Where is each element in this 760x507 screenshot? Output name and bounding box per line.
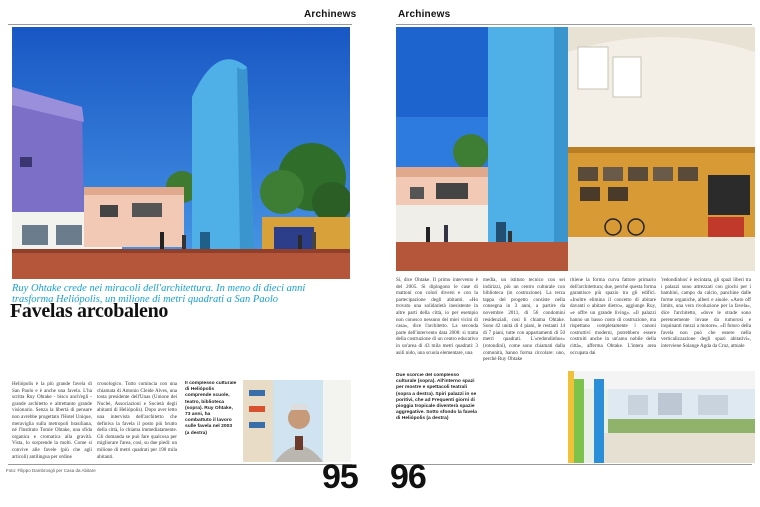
- article-kicker: Ruy Ohtake crede nei miracoli dell'architettura. In meno di dieci anni trasforma Heliópolis, un milione di metri quadrati a San Paolo: [12, 283, 306, 305]
- portrait-photo-architect: [243, 380, 351, 462]
- section-brand: Archinews: [398, 9, 451, 20]
- body-column-3: ritiene la forma curva fattore primario dell'architettura; due, perché questa forma garantisce più spazio tra gli edifici. «Inoltre elimina il concetto di abitare davanti o abitare dietro», aggiunge Ruy, «e offre un grande living». «Il palazzi hanno un basso costo di costruzione, ma rispettano completamente i canoni costruttivi moderni, potrebbero essere costruiti anche in un'area nobile della città», afferma Ohtake. L'intera area occupata dai: [570, 277, 656, 356]
- right-page: [388, 0, 760, 507]
- footer-rule: [396, 464, 752, 465]
- body-column-4: 'redondinhos' è recintata, gli spazi liberi tra i palazzi sono attrezzati con giochi per i bambini, campo da calcio, panchine dalle forme organiche, alberi e aiuole. «Auto off limits, una vera rivoluzione per la favela», dice l'architetto, «dove le strade sono perennemente invase da rumorosi e inquinanti mezzi a motore». «Il futuro della favela non può che essere nella verticalizzazione degli spazi abitativi», interviene Solange Agda da Cruz, attuale: [661, 277, 751, 349]
- page-number: 96: [390, 458, 426, 496]
- photo-caption: Il complesso culturale di Heliópolis comprende scuole, teatro, biblioteca (sopra). Ruy Ohtake, 73 anni, ha combattuto il lavoro sulle favela nel 2003 (a destra): [185, 381, 237, 436]
- hero-photo-tower: [12, 27, 350, 279]
- section-brand: Archinews: [304, 9, 357, 20]
- header-rule: [396, 24, 752, 25]
- photo-interior-gallery: [568, 27, 755, 271]
- photo-caption: Due scorcie del complesso culturale (sopra). All'interno spazi per mostre e spettacoli teatrali (sopra a destra). Spiri palazzi in se poritivi, che ad Frequenti giorni di pioggia tropicale diventerà spazie aggregative. Sotto sfondo la favela di Heliópolis (a destra): [396, 373, 477, 422]
- photo-residential-complex: [568, 371, 755, 463]
- footer-rule: [8, 464, 352, 465]
- header-rule: [8, 24, 352, 25]
- body-column-1: Sì, dice Ohtake. Il primo intervento è del 2005. Si dipingono le case di mattoni con colori diversi e con la partecipazione degli abitanti. «Ho trovato una solidarietà inesistente in altre parti della città, io per esempio non conosco nessuno dei miei vicini di casa», dice l'architetto. La seconda parte dell'intervento data 2008: si tratta della costruzione di un centro educativo in un'area di 43 mila metri quadrati: 3 asili nido, una scuola elementare, una: [396, 277, 478, 356]
- page-number: 95: [322, 458, 358, 496]
- left-page: [0, 0, 362, 507]
- photo-tower-closeup: [396, 27, 568, 271]
- body-column-1: Heliópolis è la più grande favela di San Paolo e è anche una favela. L'ha scritta Ruy Ohtake - bisco anch'egli - grande architetto e altrettanto grande visionario. Senza la libertà di pensare non avrebbe progettato l'Hotel Unique, meraviglia sulla metropoli brasiliana, né l'Instituto Tomie Ohtake, una sfida organica e cromatica alla gravità. Vista, lo sorprende la molti. Come si convive alle favele (più che agli articoli) antilingua per ordine: [12, 381, 92, 460]
- page-gutter: [362, 0, 388, 507]
- article-headline: Favelas arcobaleno: [10, 300, 169, 322]
- body-column-2: media, un istituto tecnico con sei indirizzi, più un centro culturale con biblioteca (in costruzione). La terza tappa del progetto consiste nella consegna in 3 anni, a partire da novembre 2011, di 56 condomini residenziali, così li chiama Ohtake. Sono 42 unità di 4 piani, le restanti 14 di 7 piani, tutte con appartamenti di 50 metri quadrati. L'«redondinhos» (rotondini), come sono chiamati dalla comunità, hanno forma circolare: uno, perché Ruy Ohtake: [483, 277, 565, 363]
- photo-credit: Foto: Filippo Dambrosgli per Casa da Abitare: [6, 468, 96, 473]
- body-column-2: cronologico. Tutto comincia con una chiamata di Antonio Cleide Alves, una tosta presidente dell'Unas (Unione dei Nuclei, Associazioni e Società degli abitanti di Heliópolis). Dopo aver letto una intervista dell'architetto che definiva la favela il posto più brutto della città, lo chiama immediatamente. Gli domanda se può fare qualcosa per migliorare l'area, così, su due piedi: un milione di metri quadrati per 190 mila abitanti.: [97, 381, 177, 460]
